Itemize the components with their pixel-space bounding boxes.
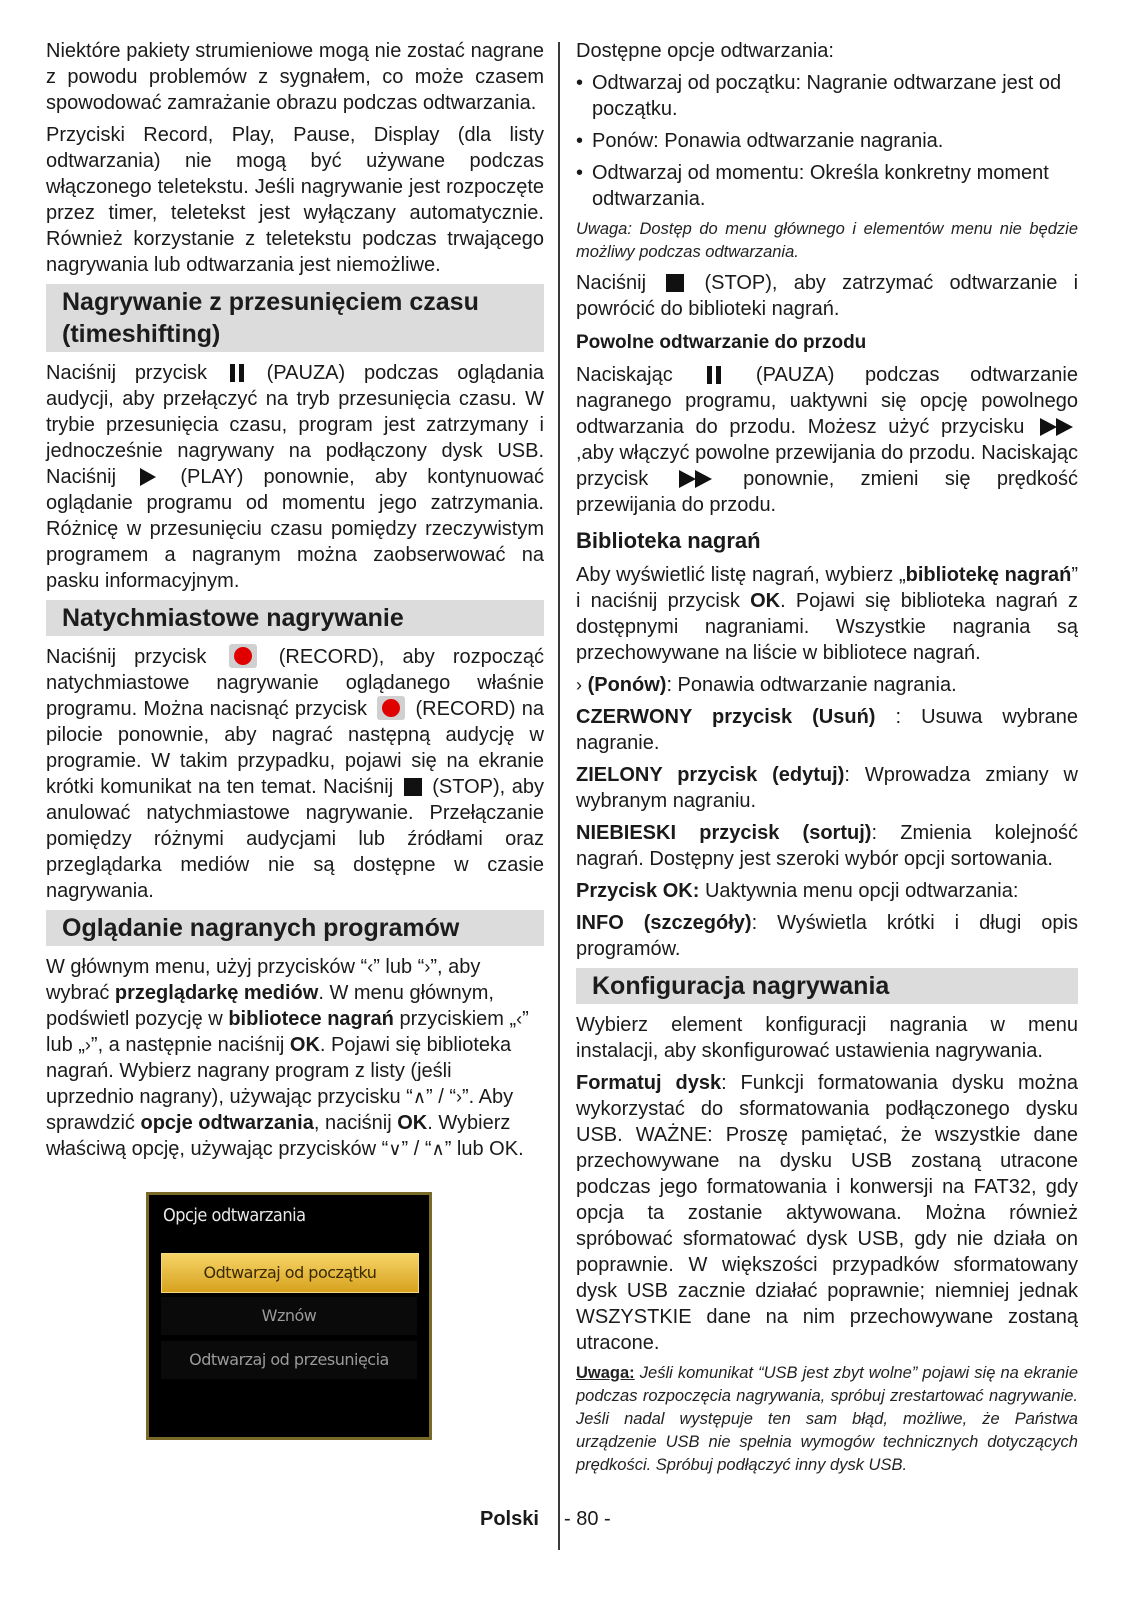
paragraph-config: Wybierz element konfiguracji nagrania w menu instalacji, aby skonfigurować ustawienia nagrywania. bbox=[576, 1014, 1078, 1062]
heading-watching-recordings: Oglądanie nagranych programów bbox=[46, 910, 544, 946]
paragraph-library: Aby wyświetlić listę nagrań, wybierz „bibliotekę nagrań” i naciśnij przycisk OK. Pojawi się biblioteka nagrań z dostępnymi nagraniami. Wszystkie nagrania są przechowywane na liście w bibliotece nagrań. bbox=[576, 564, 1079, 664]
chevron-left-icon: ‹ bbox=[516, 1009, 523, 1029]
paragraph-available-options: Dostępne opcje odtwarzania: bbox=[576, 40, 834, 62]
option-play-from-start[interactable]: Odtwarzaj od początku bbox=[161, 1253, 419, 1293]
note-usb-slow: Uwaga: Jeśli komunikat “USB jest zbyt wolne” pojawi się na ekranie podczas rozpoczęcia nagrywania, spróbuj zrestartować nagrywanie. Jeśli nadal występuje ten sam błąd, możliwe, że Państwa urządzenie USB nie spełnia wymogów technicznych dotyczących prędkości. Spróbuj podłączyć inny dysk USB. bbox=[576, 1364, 1078, 1474]
left-column bbox=[46, 38, 544, 1440]
paragraph-red-button: CZERWONY przycisk (Usuń) : Usuwa wybrane nagranie. bbox=[576, 706, 1078, 754]
chevron-up-icon: ∧ bbox=[431, 1139, 445, 1159]
heading-timeshifting: Nagrywanie z przesunięciem czasu (timeshifting) bbox=[46, 284, 544, 352]
paragraph-timeshifting: Naciśnij przycisk (PAUZA) podczas oglądania audycji, aby przełączyć na tryb przesunięcia czasu. W trybie przesunięcia czasu, program jest zatrzymany i jednocześnie nagrywany na podłączony dysk USB. Naciśnij (PLAY) ponownie, aby kontynuować oglądanie programu od momentu jego zatrzymania. Różnicę w przesunięciu czasu pomiędzy rzeczywistym programem a nagranym można zaobserwować na pasku informacyjnym. bbox=[46, 362, 544, 592]
heading-recordings-library: Biblioteka nagrań bbox=[576, 528, 761, 553]
paragraph-blue-button: NIEBIESKI przycisk (sortuj): Zmienia kolejność nagrań. Dostępny jest szeroki wybór opcji sortowania. bbox=[576, 822, 1078, 870]
paragraph-format-disk: Formatuj dysk: Funkcji formatowania dysku można wykorzystać do sformatowania podłączonego dysku USB. WAŻNE: Proszę pamiętać, że wszystkie dane przechowywane na dysku USB zostaną utracone podczas jego formatowania i konwersji na FAT32, gdy opcja ta zostanie aktywowana. Można również spróbować sformatować dysk USB, gdy nie działa on poprawnie. W większości przypadków sformatowany dysk USB zacznie działać poprawnie; niemniej jednak WSZYSTKIE dane na nim przechowywane zostaną utracone. bbox=[576, 1072, 1079, 1354]
paragraph-stop: Naciśnij (STOP), aby zatrzymać odtwarzanie i powrócić do biblioteki nagrań. bbox=[576, 272, 1079, 320]
playback-options-title: Opcje odtwarzania bbox=[163, 1205, 306, 1226]
paragraph-green-button: ZIELONY przycisk (edytuj): Wprowadza zmiany w wybranym nagraniu. bbox=[576, 764, 1079, 812]
paragraph-watching-recordings: W głównym menu, użyj przycisków “‹” lub “›”, aby wybrać przeglądarkę mediów. W menu głównym, podświetl pozycję w bibliotece nagrań przyciskiem „‹” lub „›”, a następnie naciśnij OK. Pojawi się biblioteka nagrań. Wybierz nagrany program z listy (jeśli uprzednio nagrany), używając przycisku “∧” / “›”. Aby sprawdzić opcje odtwarzania, naciśnij OK. Wybierz właściwą opcję, używając przycisków “∨” / “∧” lub OK. bbox=[46, 956, 529, 1160]
paragraph-ok-button: Przycisk OK: Uaktywnia menu opcji odtwarzania: bbox=[576, 880, 1019, 902]
chevron-right-icon: › bbox=[84, 1035, 91, 1055]
paragraph-teletext: Przyciski Record, Play, Pause, Display (dla listy odtwarzania) nie mogą być używane podczas włączonego teletekstu. Jeśli nagrywanie jest rozpoczęte przez timer, teletekst jest wyłączany automatycznie. Również korzystanie z teletekstu podczas trwającego nagrywania lub odtwarzania jest niemożliwe. bbox=[46, 124, 544, 276]
option-play-from-offset[interactable]: Odtwarzaj od przesunięcia bbox=[161, 1341, 417, 1379]
pause-icon bbox=[230, 364, 244, 382]
chevron-right-icon: › bbox=[456, 1087, 463, 1107]
stop-icon bbox=[666, 274, 684, 292]
fast-forward-icon bbox=[679, 470, 713, 488]
list-item: • Odtwarzaj od momentu: Określa konkretny moment odtwarzania. bbox=[576, 160, 1078, 212]
fast-forward-icon bbox=[1040, 418, 1074, 436]
chevron-right-icon: › bbox=[576, 675, 582, 695]
record-icon bbox=[229, 644, 257, 668]
heading-slow-forward: Powolne odtwarzanie do przodu bbox=[576, 332, 867, 353]
playback-options-screenshot bbox=[146, 1192, 432, 1440]
paragraph-streams: Niektóre pakiety strumieniowe mogą nie zostać nagrane z powodu problemów z sygnałem, co może czasem spowodować zamrażanie obrazu podczas odtwarzania. bbox=[46, 40, 544, 114]
note-main-menu: Uwaga: Dostęp do menu głównego i elementów menu nie będzie możliwy podczas odtwarzania. bbox=[576, 220, 1078, 261]
right-column bbox=[576, 38, 1078, 1483]
paragraph-info-button: INFO (szczegóły): Wyświetla krótki i długi opis programów. bbox=[576, 912, 1078, 960]
list-item: • Odtwarzaj od początku: Nagranie odtwarzane jest od początku. bbox=[576, 70, 1078, 122]
play-icon bbox=[140, 468, 156, 486]
paragraph-instant-recording: Naciśnij przycisk (RECORD), aby rozpocząć natychmiastowe nagrywanie oglądanego właśnie programu. Można nacisnąć przycisk (RECORD) na pilocie ponownie, aby nagrać następną audycję w programie. W takim przypadku, pojawi się na ekranie krótki komunikat na ten temat. Naciśnij (STOP), aby anulować natychmiastowe nagrywanie. Przełączanie pomiędzy różnymi audycjami lub źródłami oraz przeglądarka mediów nie są dostępne w czasie nagrywania. bbox=[46, 646, 545, 902]
chevron-right-icon: › bbox=[424, 957, 431, 977]
heading-recording-config: Konfiguracja nagrywania bbox=[576, 968, 1078, 1004]
chevron-down-icon: ∨ bbox=[388, 1139, 402, 1159]
column-divider bbox=[558, 42, 560, 1550]
chevron-left-icon: ‹ bbox=[367, 957, 374, 977]
page-number: - 80 - bbox=[564, 1508, 611, 1530]
option-resume[interactable]: Wznów bbox=[161, 1297, 417, 1335]
chevron-up-icon: ∧ bbox=[412, 1087, 427, 1107]
paragraph-resume: › (Ponów): Ponawia odtwarzanie nagrania. bbox=[576, 674, 957, 696]
record-icon bbox=[377, 696, 405, 720]
pause-icon bbox=[707, 366, 721, 384]
stop-icon bbox=[404, 778, 422, 796]
playback-options-list bbox=[576, 70, 1078, 212]
paragraph-slow-forward: Naciskając (PAUZA) podczas odtwarzanie nagranego programu, uaktywni się opcję powolnego odtwarzania do przodu. Możesz użyć przycisku ,aby włączyć powolne przewijania do przodu. Naciskając przycisk ponownie, zmieni się prędkość przewijania do przodu. bbox=[576, 364, 1079, 516]
footer-language: Polski bbox=[480, 1508, 539, 1530]
list-item: • Ponów: Ponawia odtwarzanie nagrania. bbox=[576, 128, 1078, 154]
heading-instant-recording: Natychmiastowe nagrywanie bbox=[46, 600, 544, 636]
